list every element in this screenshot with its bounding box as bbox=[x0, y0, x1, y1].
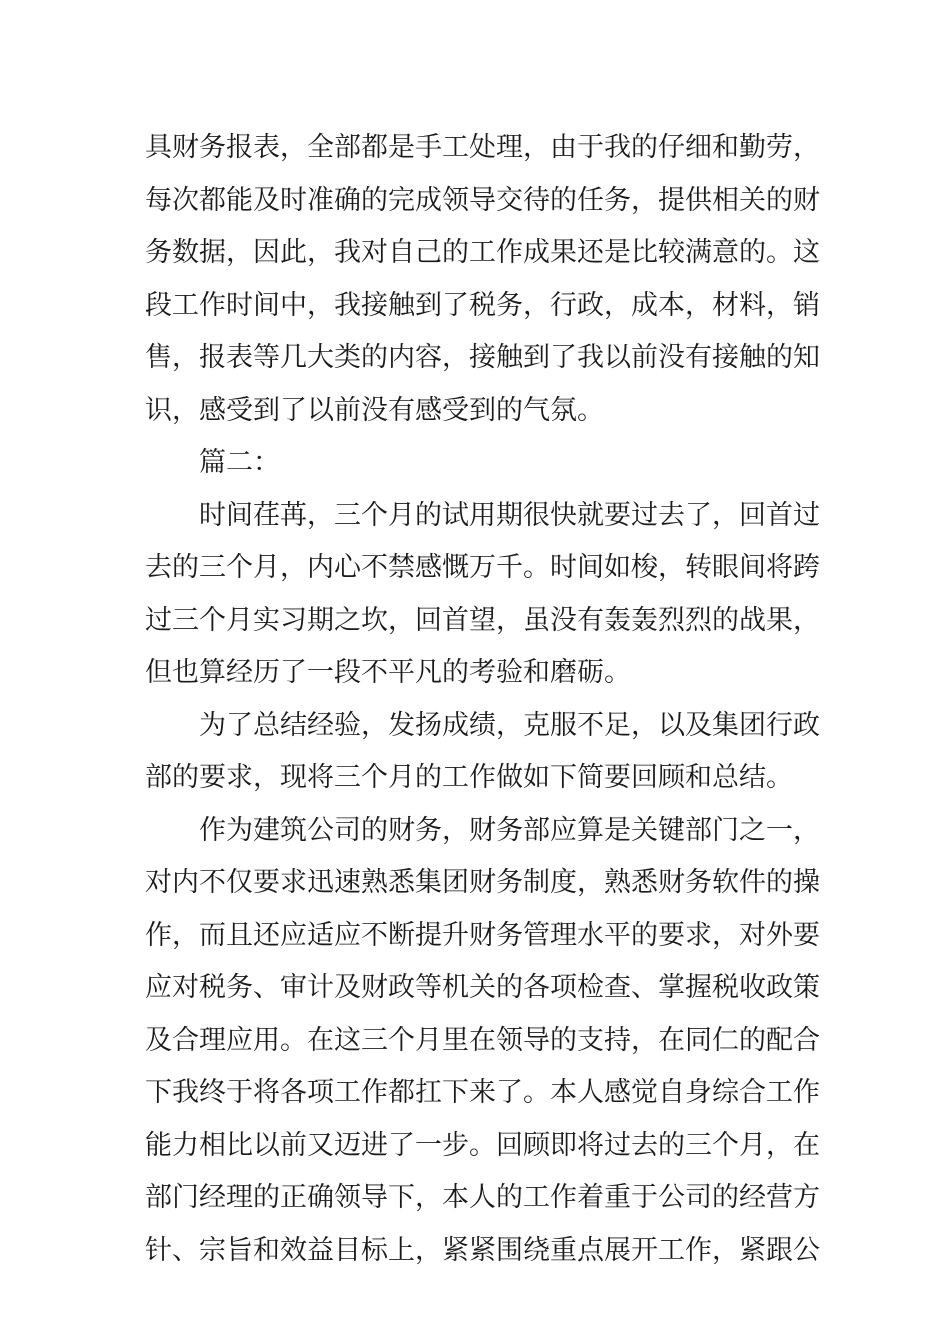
text-line: 对内不仅要求迅速熟悉集团财务制度，熟悉财务软件的操 bbox=[145, 867, 820, 898]
text-line: 每次都能及时准确的完成领导交待的任务，提供相关的财 bbox=[145, 184, 820, 216]
text-line: 部门经理的正确领导下，本人的工作着重于公司的经营方 bbox=[145, 1182, 820, 1213]
text-line: 时间荏苒，三个月的试用期很快就要过去了，回首过 bbox=[199, 499, 820, 531]
text-line: 应对税务、审计及财政等机关的各项检查、掌握税收政策 bbox=[145, 972, 820, 1003]
text-line: 下我终于将各项工作都扛下来了。本人感觉自身综合工作 bbox=[145, 1077, 820, 1108]
text-line: 为了总结经验，发扬成绩，克服不足，以及集团行政 bbox=[199, 709, 820, 741]
text-line: 过三个月实习期之坎，回首望，虽没有轰轰烈烈的战果， bbox=[145, 604, 820, 636]
text-line: 具财务报表，全部都是手工处理，由于我的仔细和勤劳， bbox=[145, 132, 820, 163]
text-line: 售，报表等几大类的内容，接触到了我以前没有接触的知 bbox=[145, 342, 820, 373]
text-line: 作为建筑公司的财务，财务部应算是关键部门之一， bbox=[199, 814, 820, 846]
text-line: 及合理应用。在这三个月里在领导的支持，在同仁的配合 bbox=[145, 1024, 820, 1056]
text-line: 能力相比以前又迈进了一步。回顾即将过去的三个月，在 bbox=[145, 1129, 820, 1161]
text-line: 部的要求，现将三个月的工作做如下简要回顾和总结。 bbox=[145, 762, 793, 793]
text-line: 务数据，因此，我对自己的工作成果还是比较满意的。这 bbox=[145, 237, 820, 268]
text-line: 识，感受到了以前没有感受到的气氛。 bbox=[145, 394, 604, 426]
text-line: 段工作时间中，我接触到了税务，行政，成本，材料，销 bbox=[145, 289, 820, 321]
text-line: 但也算经历了一段不平凡的考验和磨砺。 bbox=[145, 657, 631, 688]
text-line: 去的三个月，内心不禁感慨万千。时间如梭，转眼间将跨 bbox=[145, 552, 820, 583]
document-body bbox=[145, 122, 820, 1277]
text-line: 作，而且还应适应不断提升财务管理水平的要求，对外要 bbox=[145, 919, 820, 951]
text-line: 针、宗旨和效益目标上，紧紧围绕重点展开工作，紧跟公 bbox=[145, 1234, 820, 1266]
section-heading: 篇二： bbox=[199, 447, 280, 478]
